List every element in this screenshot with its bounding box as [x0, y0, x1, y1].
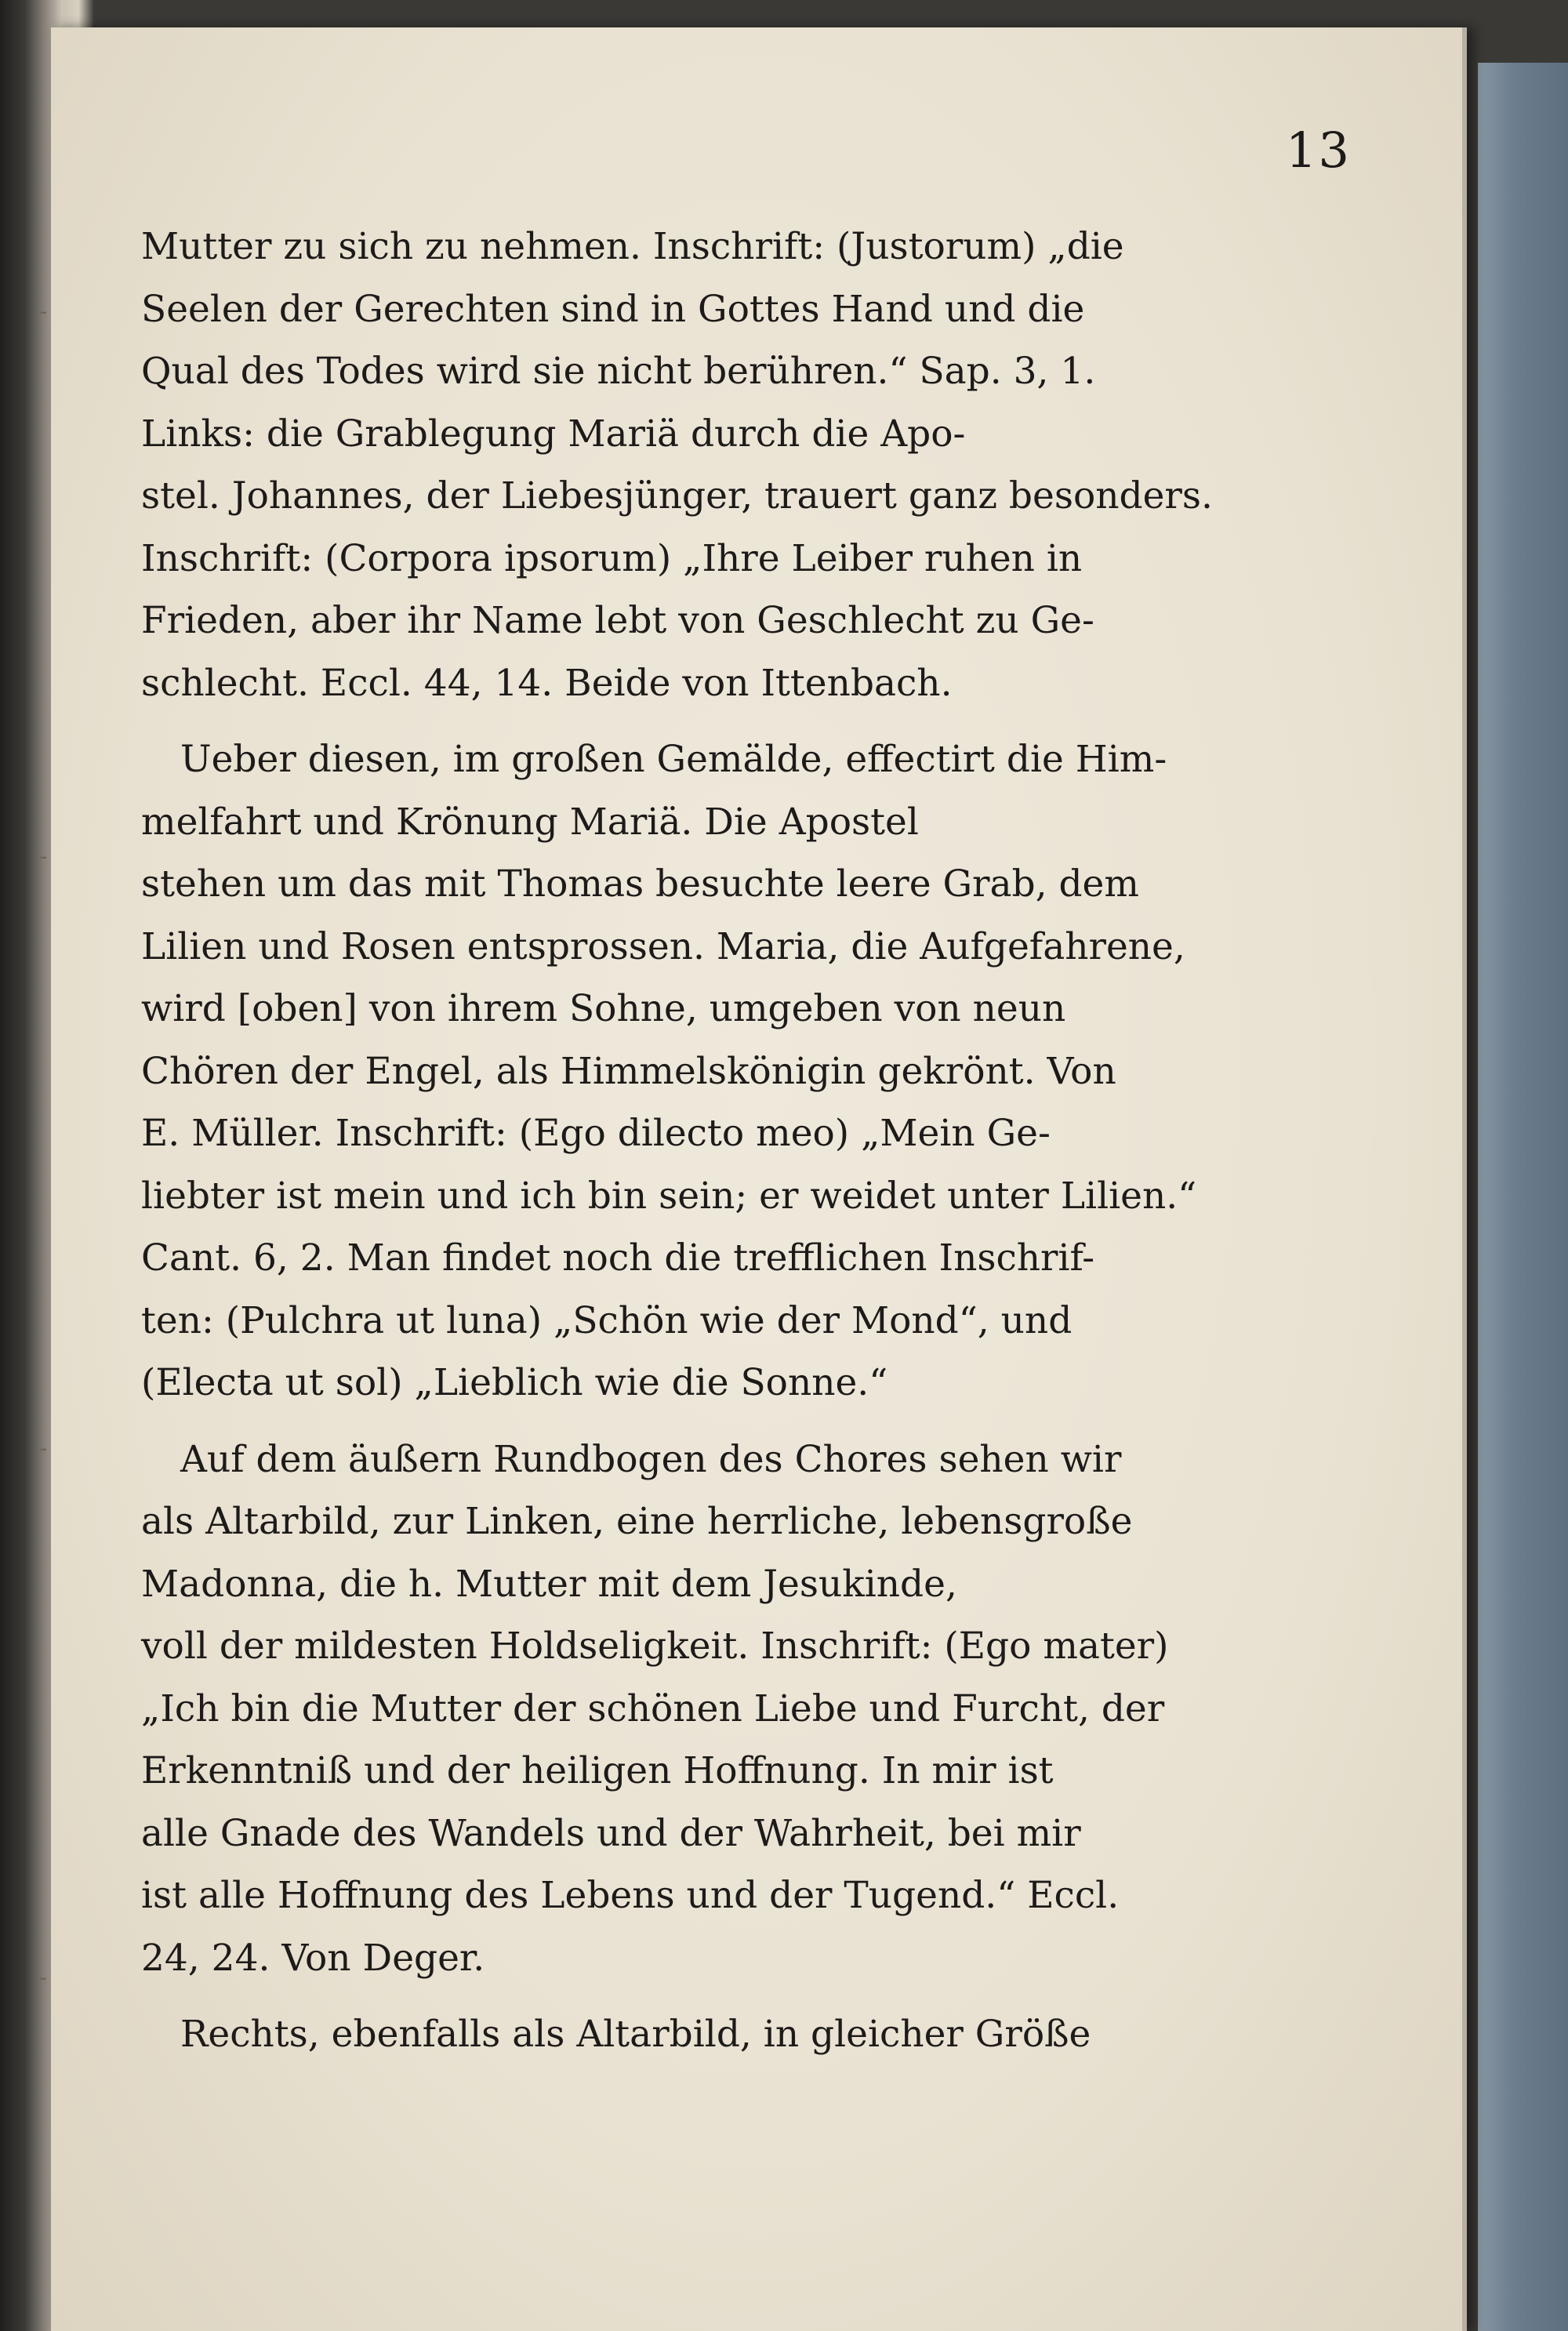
text-line: Inschrift: (Corpora ipsorum) „Ihre Leiber ruhen in: [141, 536, 1083, 580]
text-line: ten: (Pulchra ut luna) „Schön wie der Mond“, und: [141, 1298, 1073, 1342]
page-number: 13: [1286, 122, 1351, 179]
margin-tick-mark: -: [39, 1964, 48, 1992]
text-line: Chören der Engel, als Himmelskönigin gekrönt. Von: [141, 1049, 1116, 1093]
paragraph-3: [141, 1429, 1368, 1990]
body-text: [141, 216, 1368, 2066]
text-line: (Electa ut sol) „Lieblich wie die Sonne.“: [141, 1361, 888, 1404]
text-line: melfahrt und Krönung Mariä. Die Apostel: [141, 800, 919, 844]
margin-tick-mark: -: [39, 298, 48, 325]
text-line: Qual des Todes wird sie nicht berühren.“ Sap. 3, 1.: [141, 350, 1096, 393]
text-line: Rechts, ebenfalls als Altarbild, in gleicher Größe: [180, 2013, 1091, 2056]
text-line: „Ich bin die Mutter der schönen Liebe und Furcht, der: [141, 1687, 1165, 1730]
text-line: Frieden, aber ihr Name lebt von Geschlecht zu Ge-: [141, 599, 1094, 642]
paragraph-4: [141, 2003, 1368, 2066]
text-line: Erkenntniß und der heiligen Hoffnung. In mir ist: [141, 1749, 1054, 1792]
text-line: Madonna, die h. Mutter mit dem Jesukinde,: [141, 1562, 957, 1606]
paragraph-1: [141, 216, 1368, 714]
text-line: voll der mildesten Holdseligkeit. Inschrift: (Ego mater): [141, 1625, 1169, 1668]
text-line: Mutter zu sich zu nehmen. Inschrift: (Justorum) „die: [141, 225, 1124, 268]
text-line: E. Müller. Inschrift: (Ego dilecto meo) „Mein Ge-: [141, 1112, 1051, 1155]
text-line: stel. Johannes, der Liebesjünger, trauert ganz besonders.: [141, 474, 1213, 517]
text-line: Links: die Grablegung Mariä durch die Apo-: [141, 412, 966, 456]
text-line: Lilien und Rosen entsprossen. Maria, die Aufgefahrene,: [141, 924, 1185, 968]
text-line: Seelen der Gerechten sind in Gottes Hand und die: [141, 287, 1085, 331]
text-line: 24, 24. Von Deger.: [141, 1936, 485, 1980]
paragraph-2: [141, 728, 1368, 1414]
text-line: wird [oben] von ihrem Sohne, umgeben von neun: [141, 987, 1066, 1030]
text-line: stehen um das mit Thomas besuchte leere Grab, dem: [141, 862, 1139, 906]
text-line: Auf dem äußern Rundbogen des Chores sehen wir: [180, 1437, 1122, 1481]
text-line: schlecht. Eccl. 44, 14. Beide von Ittenbach.: [141, 661, 953, 705]
text-line: als Altarbild, zur Linken, eine herrliche, lebensgroße: [141, 1500, 1133, 1543]
book-cover-edge: [1478, 63, 1568, 2331]
book-page: [51, 27, 1467, 2331]
margin-tick-mark: -: [39, 843, 48, 870]
margin-tick-mark: -: [39, 1435, 48, 1462]
text-line: alle Gnade des Wandels und der Wahrheit, bei mir: [141, 1811, 1081, 1855]
text-line: ist alle Hoffnung des Lebens und der Tugend.“ Eccl.: [141, 1874, 1120, 1917]
text-line: Ueber diesen, im großen Gemälde, effectirt die Him-: [180, 738, 1167, 781]
text-line: liebter ist mein und ich bin sein; er weidet unter Lilien.“: [141, 1174, 1197, 1218]
text-line: Cant. 6, 2. Man findet noch die trefflichen Inschrif-: [141, 1236, 1095, 1280]
